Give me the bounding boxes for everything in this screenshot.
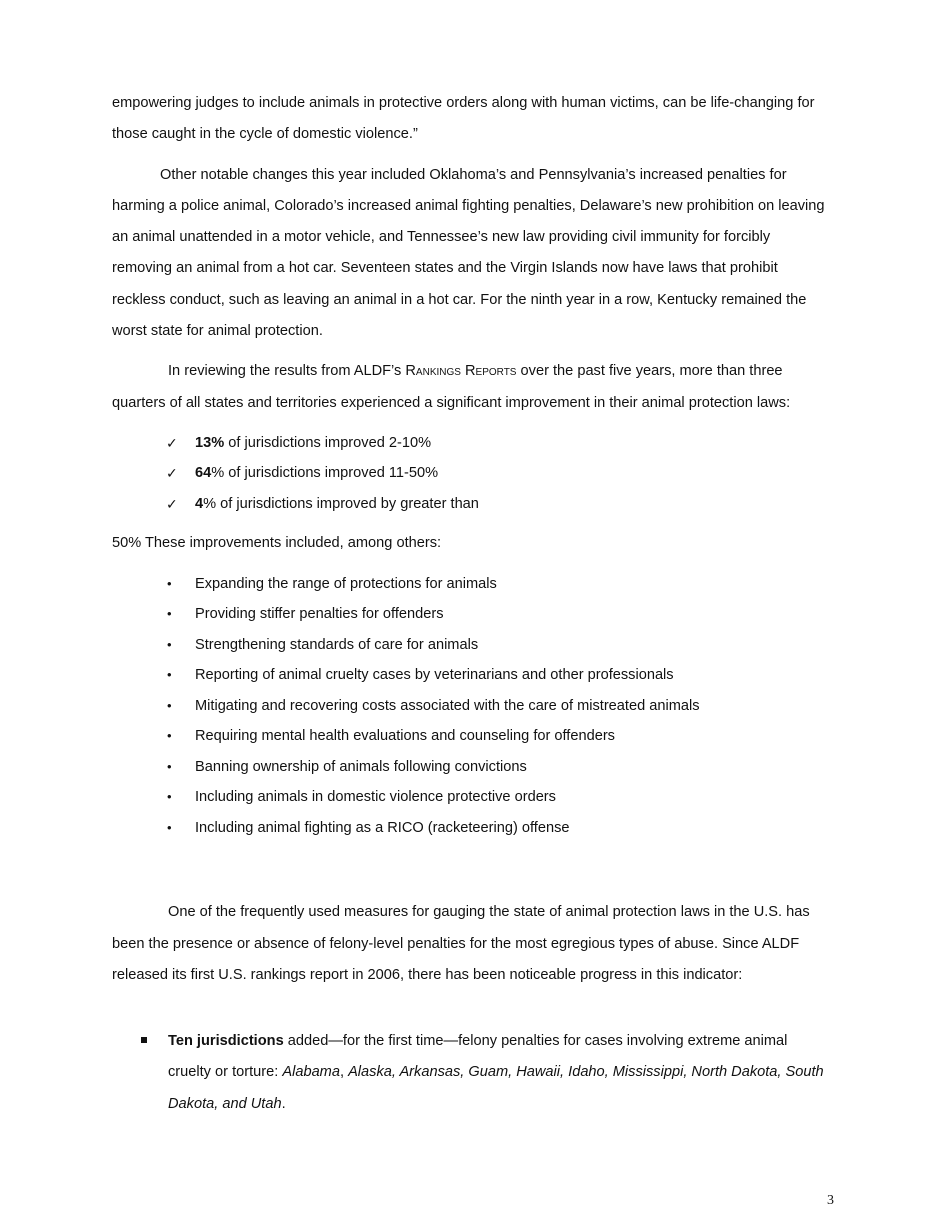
stat-value: 13% [195,434,225,451]
list-item [112,630,832,661]
list-item-text: Requiring mental health evaluations and counseling for offenders [195,728,615,745]
jurisdiction-alabama: Alabama [282,1064,340,1081]
stat-item [112,428,832,459]
bullet-icon: • [167,606,172,622]
square-bullet-icon [141,1037,147,1043]
page-number: 3 [827,1193,834,1208]
list-item-text: Banning ownership of animals following convictions [195,758,527,775]
paragraph-intro: empowering judges to include animals in protective orders along with human victims, can be life-changing for those caught in the cycle of domestic violence.” [112,95,815,143]
checkmark-icon: ✓ [166,434,178,451]
list-item-text: Strengthening standards of care for animals [195,636,479,653]
jurisdictions-text: added—for the first time—felony penalties for cases involving extreme animal cruelty or torture: [168,1033,788,1081]
bullet-icon: • [167,819,172,835]
paragraph-improvements: 50% These improvements included, among others: [112,535,442,552]
review-text-before: In reviewing the results from ALDF’s [168,363,406,380]
checkmark-icon: ✓ [166,495,178,512]
sentence-end: . [281,1095,286,1112]
list-item-text: Expanding the range of protections for animals [195,575,497,592]
list-item [112,1026,832,1120]
improvement-stats-list [112,428,832,520]
list-item [112,782,832,813]
list-item [112,813,832,844]
paragraph-review [112,356,832,419]
document-page [112,88,832,1120]
bullet-icon: • [167,636,172,652]
list-item-text: Including animal fighting as a RICO (racketeering) offense [195,819,570,836]
list-item-text: Mitigating and recovering costs associated with the care of mistreated animals [195,697,700,714]
stat-value: 64 [195,465,212,482]
list-item [112,752,832,783]
stat-item [112,458,832,489]
list-item [112,599,832,630]
stat-text: % of jurisdictions improved by greater than [203,495,479,512]
list-item [112,569,832,600]
list-item [112,691,832,722]
bullet-icon: • [167,575,172,591]
improvements-list [112,569,832,844]
list-item [112,660,832,691]
rankings-reports-title: Rankings Reports [405,363,517,380]
bullet-icon: • [167,728,172,744]
list-item-text: Reporting of animal cruelty cases by veterinarians and other professionals [195,667,674,684]
jurisdictions-list: Alaska, Arkansas, Guam, Hawaii, Idaho, Mississippi, North Dakota, South Dakota, and Utah [168,1064,824,1112]
list-item-text: Including animals in domestic violence protective orders [195,789,556,806]
list-item-text: Providing stiffer penalties for offenders [195,606,444,623]
bullet-icon: • [167,697,172,713]
list-item [112,721,832,752]
stat-text: of jurisdictions improved 2-10% [224,434,432,451]
felony-progress-list [112,1026,832,1120]
separator-comma: , [339,1064,349,1081]
jurisdictions-count: Ten jurisdictions [168,1033,284,1050]
bullet-icon: • [167,758,172,774]
review-text-after: over the past five years, more than three quarters of all states and territories experienced a significant improvement in their animal protection laws: [112,363,791,411]
paragraph-felony-measures: One of the frequently used measures for gauging the state of animal protection laws in the U.S. has been the presence or absence of felony-level penalties for the most egregious types of abuse. Since ALDF released its first U.S. rankings report in 2006, there has been noticeable progress in this indicator: [112,904,810,983]
paragraph-notable-changes: Other notable changes this year included Oklahoma’s and Pennsylvania’s increased penalties for harming a police animal, Colorado’s increased animal fighting penalties, Delaware’s new prohibition on leaving an animal unattended in a motor vehicle, and Tennessee’s new law providing civil immunity for forcibly removing an animal from a hot car. Seventeen states and the Virgin Islands now have laws that prohibit reckless conduct, such as leaving an animal in a hot car. For the ninth year in a row, Kentucky remained the worst state for animal protection. [112,166,825,340]
checkmark-icon: ✓ [166,465,178,482]
stat-item [112,489,832,520]
bullet-icon: • [167,789,172,805]
stat-text: % of jurisdictions improved 11-50% [211,465,439,482]
bullet-icon: • [167,667,172,683]
stat-value: 4 [195,495,204,512]
